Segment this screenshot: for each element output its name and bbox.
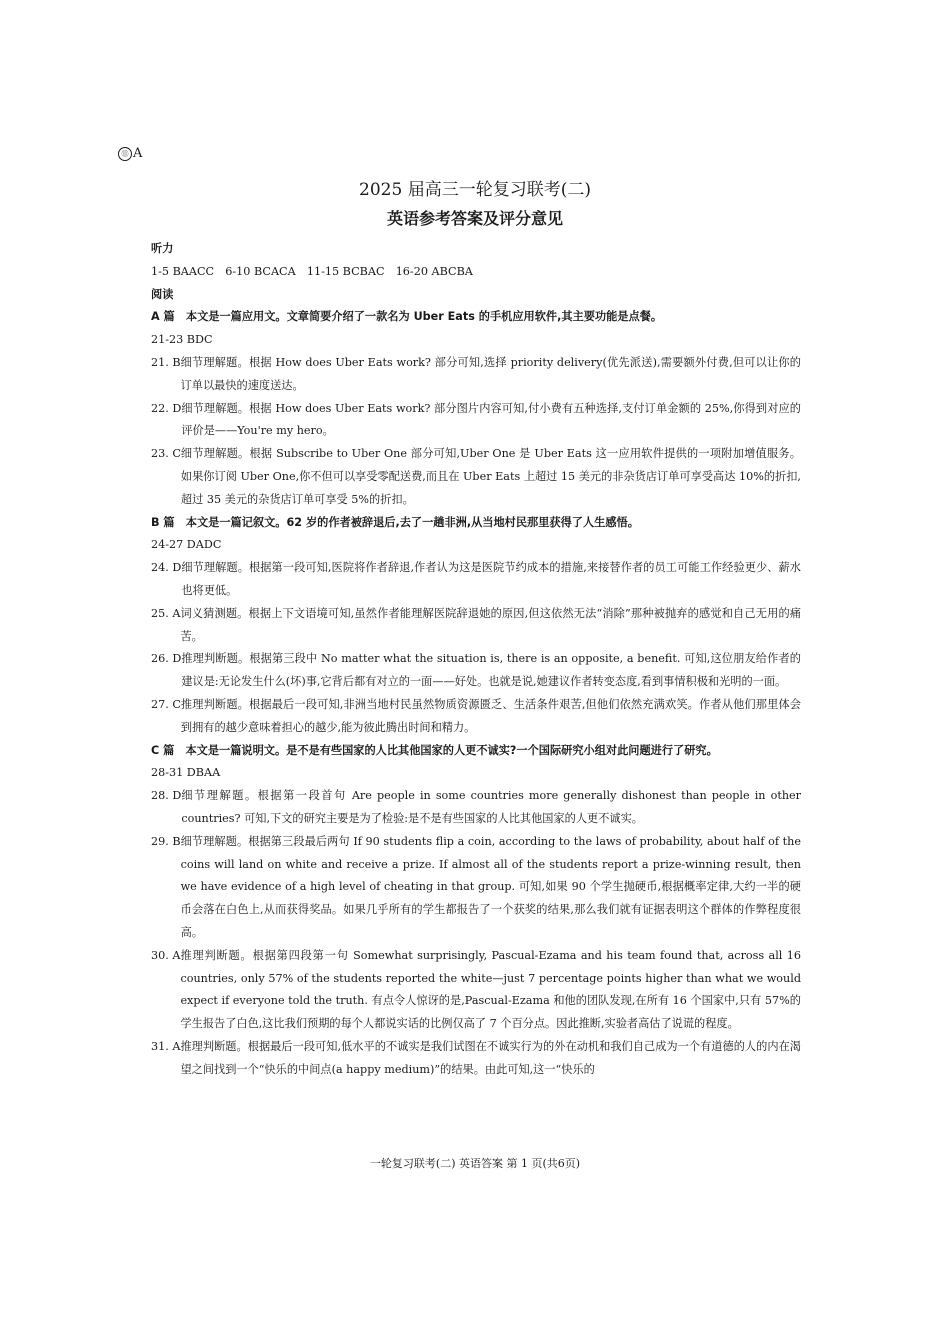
- answer-content: [151, 238, 801, 1081]
- answer-item-30: [151, 945, 801, 1036]
- answer-item-26: [151, 648, 801, 694]
- answer-explanation: 细节理解题。根据 Subscribe to Uber One 部分可知,Uber One 是 Uber Eats 这一应用软件提供的一项附加增值服务。如果你订阅 Uber One,你不但可以享受零配送费,而且在 Uber Eats 上超过 15 美元的非杂货店订单可享受高达 10%的折扣,超过 35 美元的杂货店订单可享受 5%的折扣。: [180, 447, 801, 506]
- answer-number: 23. C: [151, 447, 181, 461]
- answer-item-22: [151, 398, 801, 444]
- answer-explanation: 细节理解题。根据 How does Uber Eats work? 部分可知,选择 priority delivery(优先派送),需要额外付费,但可以让你的订单以最快的速度送达。: [180, 355, 801, 392]
- answer-number: 25. A: [151, 606, 181, 620]
- page-footer: 一轮复习联考(二) 英语答案 第 1 页(共6页): [369, 1157, 581, 1170]
- answer-number: 27. C: [151, 697, 181, 711]
- answer-explanation: 推理判断题。根据最后一段可知,低水平的不诚实是我们试图在不诚实行为的外在动机和我们自己成为一个有道德的人的内在渴望之间找到一个“快乐的中间点(a happy medium)”的结果。由此可知,这一“快乐的: [180, 1039, 801, 1076]
- answer-item-31: [151, 1036, 801, 1082]
- answer-item-28: [151, 785, 801, 831]
- answer-explanation: 细节理解题。根据第三段最后两句 If 90 students flip a coin, according to the laws of probability, about half of the coins will land on white and receive a prize. If almost all of the students report a prize-winning result, then we have evidence of a high level of cheating in that group. 可知,如果 90 个学生抛硬币,根据概率定律,大约一半的硬币会落在白色上,从而获得奖品。如果几乎所有的学生都报告了一个获奖的结果,那么我们就有证据表明这个群体的作弊程度很高。: [180, 834, 801, 939]
- answer-number: 26. D: [151, 652, 182, 666]
- passage-b-intro: B 篇 本文是一篇记叙文。62 岁的作者被辞退后,去了一趟非洲,从当地村民那里获得了人生感悟。: [151, 515, 639, 529]
- answer-number: 24. D: [151, 561, 182, 575]
- answer-item-21: [151, 352, 801, 398]
- reading-heading: 阅读: [151, 287, 174, 301]
- answer-number: 21. B: [151, 355, 181, 369]
- answer-explanation: 细节理解题。根据第一段可知,医院将作者辞退,作者认为这是医院节约成本的措施,来接替作者的员工可能工作经验更少、薪水也将更低。: [181, 561, 801, 597]
- answer-number: 22. D: [151, 401, 182, 415]
- answer-explanation: 推理判断题。根据第四段第一句 Somewhat surprisingly, Pascual-Ezama and his team found that, across all 16 countries, only 57% of the students reported the white—just 7 percentage points higher than what we would expect if everyone told the truth. 有点令人惊讶的是,Pascual-Ezama 和他的团队发现,在所有 16 个国家中,只有 57%的学生报告了白色,这比我们预期的每个人都说实话的比例仅高了 7 个百分点。因此推断,实验者高估了说谎的程度。: [180, 948, 801, 1031]
- answer-number: 30. A: [151, 948, 181, 962]
- answer-explanation: 推理判断题。根据最后一段可知,非洲当地村民虽然物质资源匮乏、生活条件艰苦,但他们依然充满欢笑。作者从他们那里体会到拥有的越少意味着担心的越少,能为彼此腾出时间和精力。: [180, 697, 801, 734]
- exam-title: 2025 届高三一轮复习联考(二): [359, 180, 591, 200]
- answer-item-24: [151, 557, 801, 603]
- listening-heading: 听力: [151, 242, 174, 255]
- answer-number: 28. D: [151, 789, 182, 803]
- answer-number: 29. B: [151, 834, 181, 848]
- answer-item-29: [151, 831, 801, 945]
- paper-code-circle: ⑪: [118, 147, 132, 161]
- answer-item-23: [151, 443, 801, 511]
- passage-c-answers: 28-31 DBAA: [151, 766, 221, 780]
- paper-code-letter: A: [133, 146, 143, 161]
- document-subtitle: 英语参考答案及评分意见: [386, 209, 563, 228]
- answer-explanation: 细节理解题。根据 How does Uber Eats work? 部分图片内容可知,付小费有五种选择,支付订单金额的 25%,你得到对应的评价是——You're my hero。: [181, 401, 801, 438]
- passage-b-answers: 24-27 DADC: [151, 538, 222, 552]
- answer-explanation: 推理判断题。根据第三段中 No matter what the situation is, there is an opposite, a benefit. 可知,这位朋友给作者的建议是:无论发生什么(坏)事,它背后都有对立的一面——好处。也就是说,她建议作者转变态度,看到事情积极和光明的一面。: [181, 652, 801, 689]
- answer-item-27: [151, 694, 801, 740]
- answer-explanation: 词义猜测题。根据上下文语境可知,虽然作者能理解医院辞退她的原因,但这依然无法“消除”那种被抛弃的感觉和自己无用的痛苦。: [180, 606, 801, 643]
- passage-a-intro: A 篇 本文是一篇应用文。文章简要介绍了一款名为 Uber Eats 的手机应用软件,其主要功能是点餐。: [151, 310, 663, 324]
- answer-explanation: 细节理解题。根据第一段首句 Are people in some countries more generally dishonest than people in other countries? 可知,下文的研究主要是为了检验:是不是有些国家的人比其他国家的人更不诚实。: [181, 789, 801, 825]
- passage-c-intro: C 篇 本文是一篇说明文。是不是有些国家的人比其他国家的人更不诚实?一个国际研究小组对此问题进行了研究。: [151, 743, 718, 757]
- listening-answers: 1-5 BAACC 6-10 BCACA 11-15 BCBAC 16-20 ABCBA: [151, 264, 473, 278]
- passage-a-answers: 21-23 BDC: [151, 333, 213, 347]
- answer-number: 31. A: [151, 1039, 181, 1053]
- paper-code: [118, 146, 142, 162]
- answer-item-25: [151, 603, 801, 649]
